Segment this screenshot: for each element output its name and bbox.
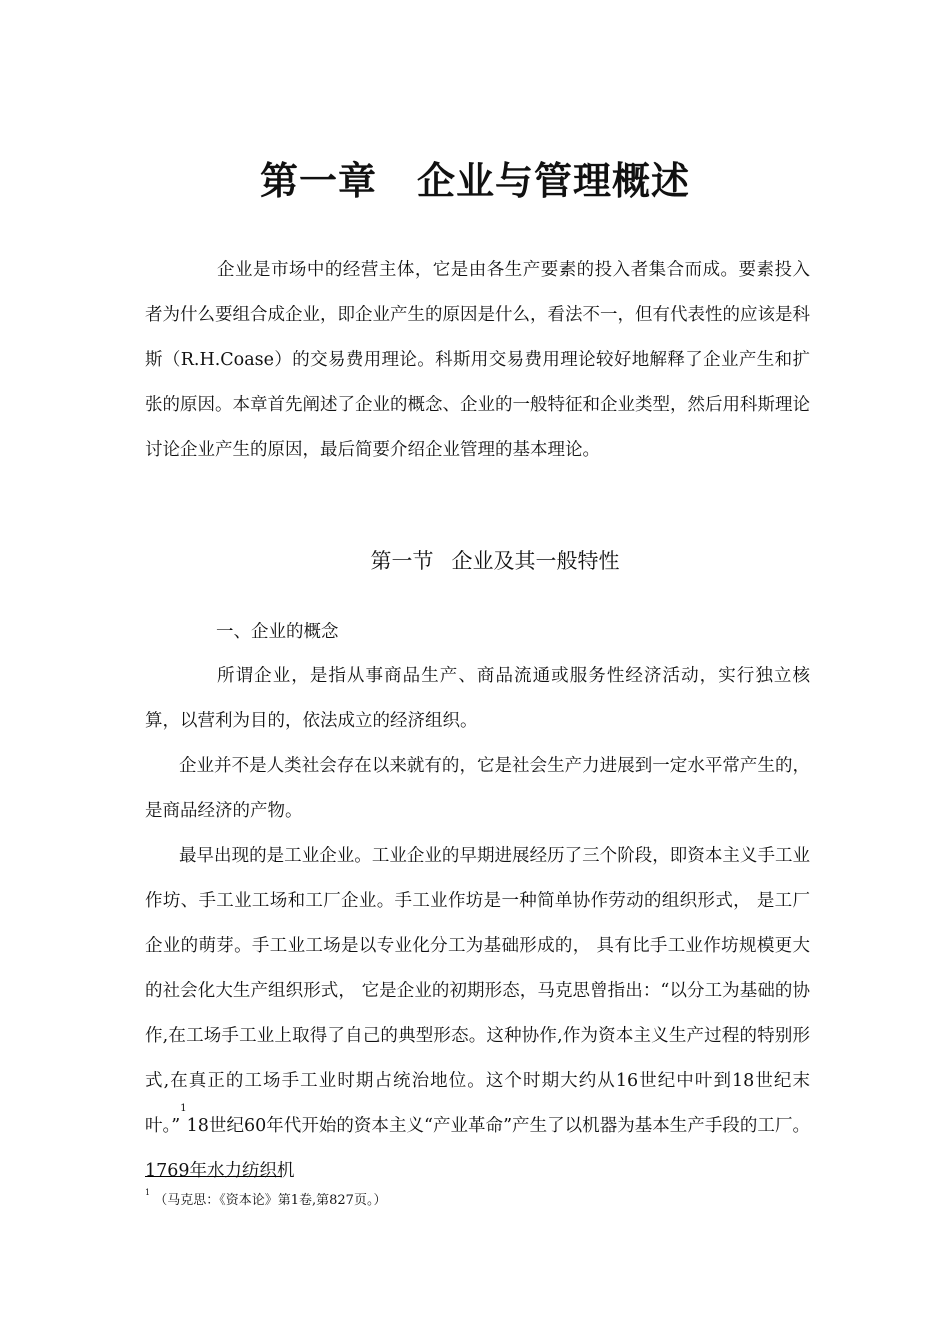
paragraph-history-part1: 最早出现的是工业企业。工业企业的早期进展经历了三个阶段，即资本主义手工业作坊、手工业工场和工厂企业。手工业作坊是一种简单协作劳动的组织形式， 是工厂企业的萌芽。手工业工场是以专业化分工为基础形成的， 具有比手工业作坊规模更大的社会化大生产组织形式， 它是企业的初期形态，马克思曾指出：“以分工为基础的协作,在工场手工业上取得了自己的典型形态。这种协作,作为资本主义生产过程的特别形式,在真正的工场手工业时期占统治地位。这个时期大约从16世纪中叶到18世纪末叶。” <box>145 846 810 1136</box>
intro-paragraph: 企业是市场中的经营主体，它是由各生产要素的投入者集合而成。要素投入者为什么要组合成企业，即企业产生的原因是什么，看法不一，但有代表性的应该是科斯（R.H.Coase）的交易费用理论。科斯用交易费用理论较好地解释了企业产生和扩张的原因。本章首先阐述了企业的概念、企业的一般特征和企业类型，然后用科斯理论讨论企业产生的原因，最后简要介绍企业管理的基本理论。 <box>145 260 810 460</box>
section-number: 第一节 <box>370 549 434 573</box>
paragraph-history <box>145 834 810 1194</box>
paragraph-origin: 企业并不是人类社会存在以来就有的，它是社会生产力进展到一定水平常产生的，是商品经济的产物。 <box>145 756 810 821</box>
paragraph-history-part2: 18世纪60年代开始的资本主义“产业革命”产生了以机器为基本生产手段的工厂。1769年水力纺织机 <box>145 1116 810 1181</box>
section-name: 企业及其一般特性 <box>451 549 620 573</box>
chapter-name: 企业与管理概述 <box>417 159 691 203</box>
footnote-text: （马克思：《资本论》第1卷,第827页。） <box>154 1193 387 1208</box>
footnote-marker: 1 <box>145 1188 151 1197</box>
footnote-divider <box>145 1176 282 1177</box>
footnote-reference[interactable]: 1 <box>180 1103 187 1114</box>
footnote <box>145 1189 386 1208</box>
subheading-concept: 一、企业的概念 <box>216 622 339 642</box>
body-text <box>145 654 810 1194</box>
section-title <box>0 545 950 575</box>
paragraph-definition: 所谓企业，是指从事商品生产、商品流通或服务性经济活动，实行独立核算，以营利为目的，依法成立的经济组织。 <box>145 666 810 731</box>
chapter-number: 第一章 <box>259 159 377 203</box>
chapter-title <box>0 150 950 205</box>
